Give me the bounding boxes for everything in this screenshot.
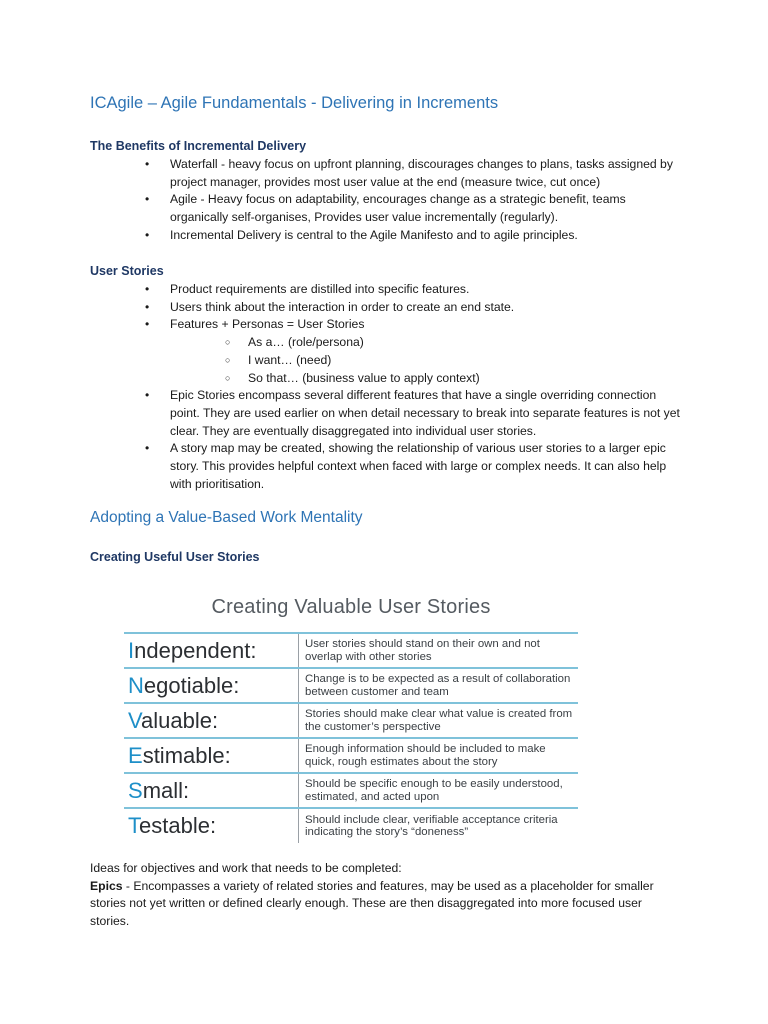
- list-item: • Waterfall - heavy focus on upfront planning, discourages changes to plans, tasks assigned by project manager, provides most user value at the end (measure twice, cut once): [0, 156, 680, 191]
- user-stories-list: [0, 281, 680, 493]
- term-initial: V: [128, 707, 142, 733]
- objectives-intro: Ideas for objectives and work that needs to be completed:: [90, 861, 402, 875]
- sub-list-item: ○ I want… (need): [170, 352, 680, 370]
- list-item: • Users think about the interaction in order to create an end state.: [0, 299, 680, 317]
- document-title: ICAgile – Agile Fundamentals - Delivering in Increments: [90, 94, 499, 112]
- term-rest: egotiable:: [143, 672, 240, 698]
- term-cell: [124, 808, 299, 843]
- list-item-text: Features + Personas = User Stories: [170, 317, 365, 332]
- term-cell: [124, 738, 299, 773]
- description-cell: Should include clear, verifiable acceptance criteria indicating the story’s “doneness”: [299, 808, 579, 843]
- invest-table: [124, 632, 578, 843]
- term-initial: I: [128, 637, 135, 663]
- term-rest: ndependent:: [134, 637, 257, 663]
- epics-paragraph: [90, 878, 680, 931]
- description-cell: Should be specific enough to be easily understood, estimated, and acted upon: [299, 773, 579, 808]
- sub-list-item: ○ As a… (role/persona): [170, 334, 680, 352]
- term-initial: N: [128, 672, 144, 698]
- list-item: • Agile - Heavy focus on adaptability, encourages change as a strategic benefit, teams organically self-organises, Provides user value incrementally (regularly).: [0, 191, 680, 226]
- table-row: [124, 808, 578, 843]
- term-cell: [124, 668, 299, 703]
- heading-benefits: The Benefits of Incremental Delivery: [90, 139, 307, 153]
- epics-text: - Encompasses a variety of related stories and features, may be used as a placeholder for smaller stories not yet written or defined clearly enough. These are then disaggregated into more focused user stories.: [90, 878, 654, 929]
- term-rest: aluable:: [141, 707, 219, 733]
- description-cell: Stories should make clear what value is created from the customer’s perspective: [299, 703, 579, 738]
- heading-user-stories: User Stories: [90, 264, 164, 278]
- description-cell: User stories should stand on their own and not overlap with other stories: [299, 633, 579, 668]
- term-initial: T: [128, 813, 139, 838]
- list-item: • Incremental Delivery is central to the Agile Manifesto and to agile principles.: [0, 227, 680, 245]
- term-initial: S: [128, 777, 143, 803]
- term-cell: [124, 703, 299, 738]
- table-row: [124, 633, 578, 668]
- figure-title: Creating Valuable User Stories: [211, 596, 491, 618]
- list-item: • Epic Stories encompass several different features that have a single overriding connection point. They are used earlier on when detail necessary to break into separate features is not yet clear. They are eventually disaggregated into individual user stories.: [0, 387, 680, 440]
- sub-list: [170, 334, 680, 387]
- invest-figure: [124, 588, 578, 846]
- table-row: [124, 703, 578, 738]
- list-item: • Product requirements are distilled into specific features.: [0, 281, 680, 299]
- description-cell: Change is to be expected as a result of collaboration between customer and team: [299, 668, 579, 703]
- list-item: [0, 316, 680, 387]
- term-rest: estable:: [139, 813, 217, 838]
- table-row: [124, 773, 578, 808]
- sub-list-item: ○ So that… (business value to apply context): [170, 370, 680, 388]
- table-row: [124, 738, 578, 773]
- term-cell: [124, 773, 299, 808]
- term-initial: E: [128, 742, 143, 768]
- epics-label: Epics: [90, 878, 123, 893]
- heading-value-based: Adopting a Value-Based Work Mentality: [90, 509, 363, 526]
- description-cell: Enough information should be included to make quick, rough estimates about the story: [299, 738, 579, 773]
- term-cell: [124, 633, 299, 668]
- heading-creating-useful: Creating Useful User Stories: [90, 550, 260, 564]
- list-item: • A story map may be created, showing the relationship of various user stories to a larger epic story. This provides helpful context when faced with large or complex needs. It can also help with prioritisation.: [0, 440, 680, 493]
- term-rest: mall:: [142, 777, 190, 803]
- term-rest: stimable:: [142, 742, 231, 768]
- benefits-list: [0, 156, 680, 245]
- footer-paragraph: [90, 860, 680, 931]
- table-row: [124, 668, 578, 703]
